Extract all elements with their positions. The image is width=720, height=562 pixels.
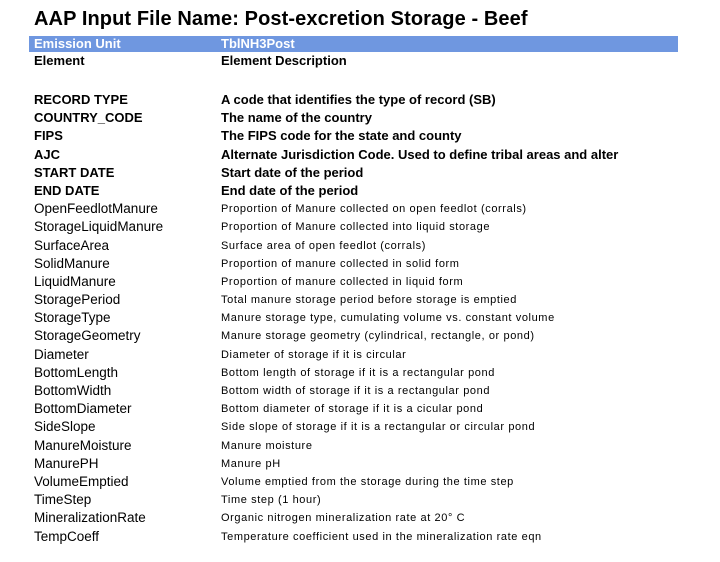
element-description: A code that identifies the type of record (SB) bbox=[221, 92, 496, 107]
header-col2-label: TblNH3Post bbox=[221, 36, 295, 51]
table-header-band bbox=[29, 36, 678, 52]
element-description: Bottom width of storage if it is a rectangular pond bbox=[221, 385, 491, 397]
element-name: ManurePH bbox=[34, 455, 99, 471]
element-name: SolidManure bbox=[34, 255, 110, 271]
table-row bbox=[0, 91, 720, 109]
element-name: MineralizationRate bbox=[34, 510, 146, 526]
table-row bbox=[0, 200, 720, 218]
table-row bbox=[0, 455, 720, 473]
element-description: Proportion of Manure collected into liquid storage bbox=[221, 221, 491, 234]
element-name: BottomDiameter bbox=[34, 401, 132, 417]
element-description: Manure storage type, cumulating volume vs. constant volume bbox=[221, 312, 555, 325]
element-description: Diameter of storage if it is circular bbox=[221, 348, 407, 361]
element-name: LiquidManure bbox=[34, 273, 116, 289]
element-name: SurfaceArea bbox=[34, 237, 110, 253]
element-description: Bottom length of storage if it is a rectangular pond bbox=[221, 366, 495, 379]
element-description: Temperature coefficient used in the mineralization rate eqn bbox=[221, 530, 542, 543]
element-description: Start date of the period bbox=[221, 164, 364, 180]
element-description: Side slope of storage if it is a rectangular or circular pond bbox=[221, 421, 536, 434]
table-row bbox=[0, 400, 720, 418]
table-row bbox=[0, 418, 720, 436]
table-row bbox=[0, 182, 720, 200]
table-row bbox=[0, 127, 720, 145]
table-row bbox=[0, 309, 720, 327]
element-name: TimeStep bbox=[34, 492, 92, 508]
element-description: Total manure storage period before storage is emptied bbox=[221, 294, 517, 307]
element-name: TempCoeff bbox=[34, 528, 100, 544]
table-row bbox=[0, 218, 720, 236]
table-row bbox=[0, 382, 720, 400]
table-row bbox=[0, 327, 720, 345]
element-name: FIPS bbox=[34, 128, 63, 144]
element-name: OpenFeedlotManure bbox=[34, 201, 158, 217]
element-name: AJC bbox=[34, 146, 61, 162]
element-name: VolumeEmptied bbox=[34, 473, 129, 489]
table-row bbox=[0, 528, 720, 546]
element-name: RECORD TYPE bbox=[34, 92, 128, 107]
element-description: Surface area of open feedlot (corrals) bbox=[221, 239, 427, 252]
element-name: END DATE bbox=[34, 182, 100, 198]
element-description: Volume emptied from the storage during the time step bbox=[221, 475, 514, 488]
element-description: The FIPS code for the state and county bbox=[221, 128, 462, 144]
table-row bbox=[0, 364, 720, 382]
element-name: COUNTRY_CODE bbox=[34, 110, 143, 126]
subheader-element-label: Element bbox=[34, 53, 85, 68]
element-description: End date of the period bbox=[221, 182, 359, 198]
element-description: Time step (1 hour) bbox=[221, 494, 322, 507]
table-row bbox=[0, 346, 720, 364]
table-row bbox=[0, 255, 720, 273]
table-row bbox=[0, 509, 720, 527]
table-row bbox=[0, 237, 720, 255]
element-description: Alternate Jurisdiction Code. Used to define tribal areas and alter bbox=[221, 146, 619, 162]
table-row bbox=[0, 146, 720, 164]
table-row bbox=[0, 291, 720, 309]
table-row bbox=[0, 164, 720, 182]
element-name: ManureMoisture bbox=[34, 437, 132, 453]
subheader-description-label: Element Description bbox=[221, 53, 347, 68]
element-name: StorageGeometry bbox=[34, 328, 141, 344]
element-description: Manure storage geometry (cylindrical, rectangle, or pond) bbox=[221, 330, 535, 343]
element-name: BottomWidth bbox=[34, 383, 112, 398]
element-description: Manure moisture bbox=[221, 439, 313, 452]
element-description: Manure pH bbox=[221, 457, 281, 470]
element-name: StorageLiquidManure bbox=[34, 219, 164, 235]
page-title: AAP Input File Name: Post-excretion Storage - Beef bbox=[34, 8, 528, 30]
table-row bbox=[0, 273, 720, 291]
element-table bbox=[0, 91, 720, 546]
element-name: SideSlope bbox=[34, 419, 96, 435]
element-name: Diameter bbox=[34, 346, 89, 362]
table-row bbox=[0, 109, 720, 127]
element-description: Proportion of manure collected in solid form bbox=[221, 257, 460, 270]
element-description: Proportion of manure collected in liquid form bbox=[221, 275, 464, 288]
element-name: StoragePeriod bbox=[34, 292, 121, 308]
element-description: Proportion of Manure collected on open feedlot (corrals) bbox=[221, 203, 527, 216]
element-name: StorageType bbox=[34, 310, 111, 326]
table-row bbox=[0, 491, 720, 509]
element-description: The name of the country bbox=[221, 110, 372, 126]
element-description: Bottom diameter of storage if it is a cicular pond bbox=[221, 403, 484, 416]
element-description: Organic nitrogen mineralization rate at 20° C bbox=[221, 512, 466, 525]
element-name: START DATE bbox=[34, 164, 115, 180]
table-row bbox=[0, 473, 720, 491]
element-name: BottomLength bbox=[34, 364, 119, 380]
header-col1-label: Emission Unit bbox=[34, 36, 121, 51]
table-row bbox=[0, 437, 720, 455]
